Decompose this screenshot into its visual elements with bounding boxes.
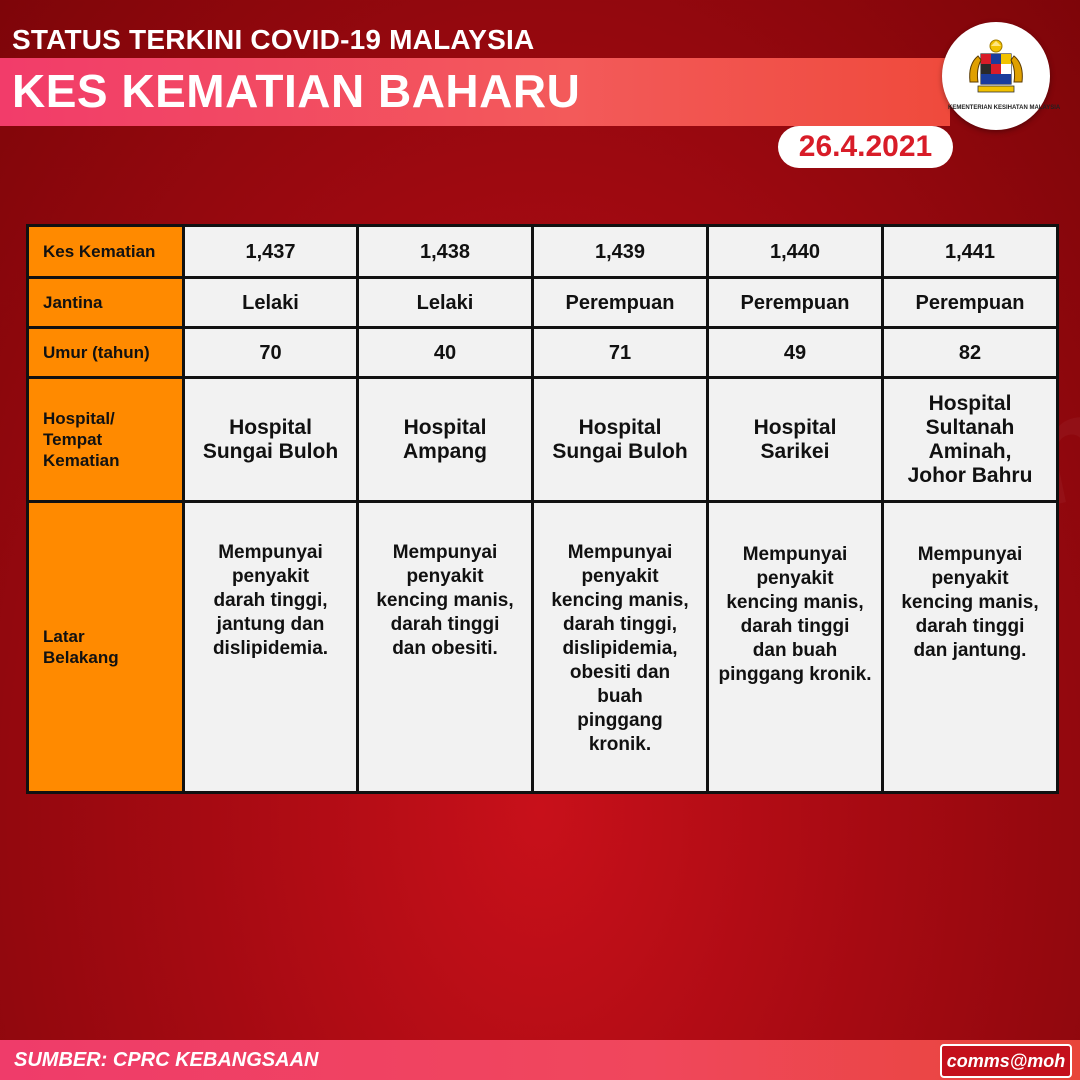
age-cell: 49 <box>708 328 883 378</box>
row-header-jantina: Jantina <box>28 278 184 328</box>
cell-line: obesiti dan <box>569 662 671 683</box>
comms-tag: comms@moh <box>940 1044 1072 1078</box>
cell-line: darah tinggi <box>390 614 500 635</box>
cell-line: Hospital <box>753 415 837 439</box>
cell-line: dislipidemia. <box>212 638 329 659</box>
row-header-hospital <box>28 378 184 502</box>
cell-line: Hospital/ <box>43 409 115 428</box>
gender-cell: Lelaki <box>184 278 358 328</box>
case-number-cell: 1,439 <box>533 226 708 278</box>
cell-line: Kematian <box>43 451 120 470</box>
cell-line: buah <box>597 686 643 707</box>
cell-line: Mempunyai <box>917 544 1023 565</box>
background-cell <box>883 502 1058 793</box>
gender-cell: Perempuan <box>708 278 883 328</box>
cell-line: kencing manis, <box>726 592 864 613</box>
cell-line: Sungai Buloh <box>202 439 339 463</box>
background-cell <box>184 502 358 793</box>
table-row <box>28 502 1058 793</box>
gender-cell: Perempuan <box>883 278 1058 328</box>
case-number-cell: 1,438 <box>358 226 533 278</box>
cell-line: Mempunyai <box>218 542 323 563</box>
hospital-cell <box>533 378 708 502</box>
gender-cell: Lelaki <box>358 278 533 328</box>
cell-line: kencing manis, <box>551 590 689 611</box>
cell-line: kronik. <box>588 734 652 755</box>
cell-line: Sungai Buloh <box>552 439 688 463</box>
cell-line: penyakit <box>931 568 1009 589</box>
cell-line: Mempunyai <box>392 542 498 563</box>
background-cell <box>358 502 533 793</box>
cell-line: penyakit <box>406 566 484 587</box>
cell-line: pinggang <box>577 710 663 731</box>
cell-line: Ampang <box>403 439 487 463</box>
table-row <box>28 328 1058 378</box>
cell-line: pinggang kronik. <box>718 664 872 685</box>
footer-bar <box>0 1040 1080 1080</box>
coat-of-arms-icon <box>966 38 1026 102</box>
cell-line: penyakit <box>756 568 834 589</box>
cell-line: Hospital <box>928 391 1012 415</box>
cell-line: kencing manis, <box>901 592 1039 613</box>
cell-line: Tempat <box>43 430 103 449</box>
cell-line: darah tinggi <box>915 616 1025 637</box>
row-header-latar-belakang <box>28 502 184 793</box>
cell-line: kencing manis, <box>376 590 514 611</box>
age-cell: 40 <box>358 328 533 378</box>
background-cell <box>533 502 708 793</box>
age-cell: 82 <box>883 328 1058 378</box>
cell-line: Hospital <box>578 415 662 439</box>
case-number-cell: 1,441 <box>883 226 1058 278</box>
case-number-cell: 1,440 <box>708 226 883 278</box>
cell-line: Latar <box>43 627 85 646</box>
age-cell: 70 <box>184 328 358 378</box>
logo-caption: KEMENTERIAN KESIHATAN MALAYSIA <box>948 105 1061 111</box>
cell-line: Mempunyai <box>742 544 848 565</box>
table-row <box>28 278 1058 328</box>
cell-line: dan obesiti. <box>392 638 498 659</box>
page-title: KES KEMATIAN BAHARU <box>12 65 581 117</box>
cell-line: Aminah, <box>928 439 1012 463</box>
death-cases-table <box>26 224 1059 794</box>
table-row <box>28 378 1058 502</box>
hospital-cell <box>184 378 358 502</box>
cell-line: dan jantung. <box>913 640 1027 661</box>
source-credit: SUMBER: CPRC KEBANGSAAN <box>14 1049 319 1071</box>
cell-line: penyakit <box>231 566 310 587</box>
date-badge: 26.4.2021 <box>778 126 953 168</box>
top-title: STATUS TERKINI COVID-19 MALAYSIA <box>12 24 535 55</box>
age-cell: 71 <box>533 328 708 378</box>
title-banner <box>0 58 950 126</box>
hospital-cell <box>883 378 1058 502</box>
cell-line: dan buah <box>752 640 838 661</box>
cell-line: Sarikei <box>760 439 830 463</box>
cell-line: dislipidemia, <box>562 638 678 659</box>
hospital-cell <box>708 378 883 502</box>
cell-line: Mempunyai <box>567 542 673 563</box>
ministry-logo <box>942 22 1061 130</box>
hospital-cell <box>358 378 533 502</box>
case-number-cell: 1,437 <box>184 226 358 278</box>
gender-cell: Perempuan <box>533 278 708 328</box>
table-row <box>28 226 1058 278</box>
row-header-kes-kematian: Kes Kematian <box>28 226 184 278</box>
cell-line: darah tinggi, <box>213 590 328 611</box>
cell-line: darah tinggi <box>740 616 850 637</box>
cell-line: Johor Bahru <box>907 463 1033 487</box>
cell-line: Hospital <box>229 415 312 439</box>
row-header-umur: Umur (tahun) <box>28 328 184 378</box>
cell-line: Hospital <box>403 415 487 439</box>
cell-line: jantung dan <box>216 614 325 635</box>
cell-line: Sultanah <box>925 415 1015 439</box>
cell-line: penyakit <box>581 566 659 587</box>
cell-line: Belakang <box>43 648 119 667</box>
cell-line: darah tinggi, <box>563 614 677 635</box>
background-cell <box>708 502 883 793</box>
